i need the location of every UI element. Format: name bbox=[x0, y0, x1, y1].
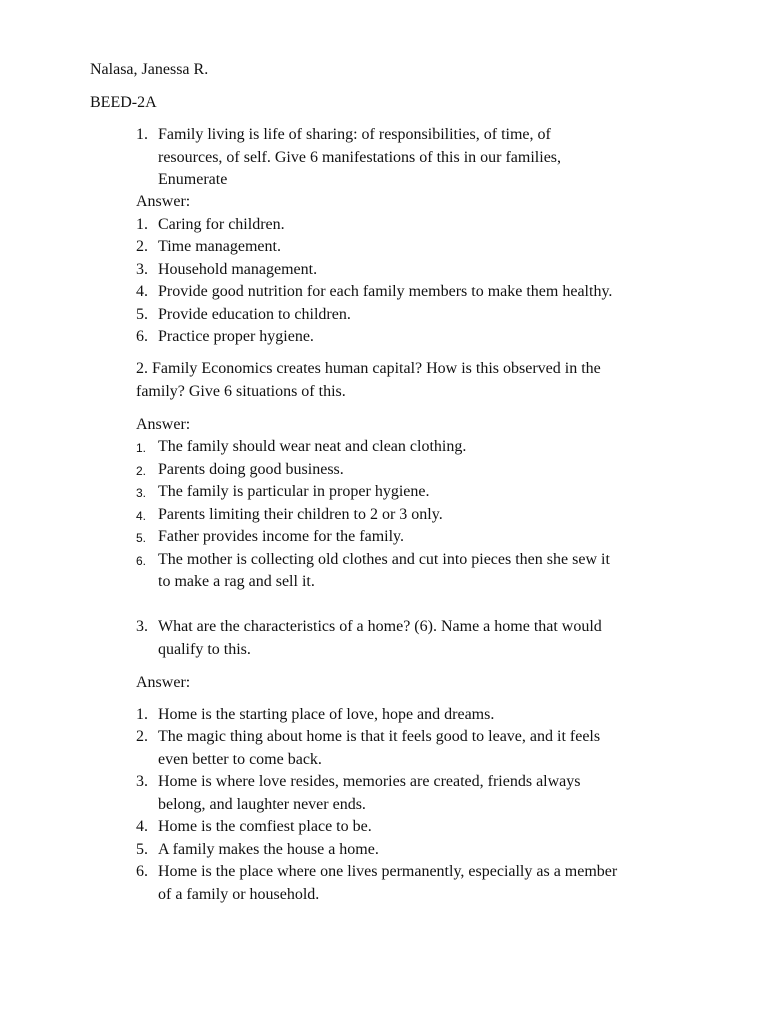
list-item-number: 2. bbox=[136, 464, 147, 478]
list-item-number: 1. bbox=[136, 216, 148, 233]
list-item-text: Parents doing good business. bbox=[158, 461, 344, 478]
list-item-text: Parents limiting their children to 2 or 3 only. bbox=[158, 506, 443, 523]
list-item-text: The magic thing about home is that it feels good to leave, and it feels bbox=[158, 728, 601, 745]
answer-label: Answer: bbox=[136, 674, 191, 691]
question-1-number: 1. bbox=[136, 126, 148, 143]
list-item-number: 2. bbox=[136, 728, 148, 745]
list-item-number: 4. bbox=[136, 509, 147, 523]
list-item-number: 5. bbox=[136, 306, 148, 323]
list-item-text: The family is particular in proper hygiene. bbox=[158, 483, 430, 500]
list-item-number: 4. bbox=[136, 283, 148, 300]
list-item-text: Household management. bbox=[158, 261, 318, 278]
list-item-text: Provide education to children. bbox=[158, 306, 351, 323]
list-item-number: 3. bbox=[136, 261, 148, 278]
question-1-text-line: resources, of self. Give 6 manifestations of this in our families, bbox=[158, 149, 562, 166]
list-item-text-continued: to make a rag and sell it. bbox=[158, 573, 315, 590]
question-1-text-line: Family living is life of sharing: of responsibilities, of time, of bbox=[158, 126, 551, 143]
list-item-number: 5. bbox=[136, 841, 148, 858]
list-item-number: 6. bbox=[136, 328, 148, 345]
list-item-text: A family makes the house a home. bbox=[158, 841, 379, 858]
list-item-text: Practice proper hygiene. bbox=[158, 328, 314, 345]
question-2-text-line: family? Give 6 situations of this. bbox=[136, 383, 346, 400]
list-item-number: 2. bbox=[136, 238, 148, 255]
list-item-number: 4. bbox=[136, 818, 148, 835]
class-section: BEED-2A bbox=[90, 94, 157, 111]
list-item-text: Home is the place where one lives permanently, especially as a member bbox=[158, 863, 618, 880]
list-item-number: 6. bbox=[136, 554, 147, 568]
answer-label: Answer: bbox=[136, 416, 191, 433]
answer-label: Answer: bbox=[136, 193, 191, 210]
list-item-text: Home is the comfiest place to be. bbox=[158, 818, 372, 835]
question-3-number: 3. bbox=[136, 618, 148, 635]
question-3-text-line: What are the characteristics of a home? (6). Name a home that would bbox=[158, 618, 602, 635]
list-item-text: Father provides income for the family. bbox=[158, 528, 404, 545]
list-item-text: Time management. bbox=[158, 238, 281, 255]
list-item-number: 3. bbox=[136, 486, 147, 500]
list-item-text-continued: belong, and laughter never ends. bbox=[158, 796, 366, 813]
list-item-text: Provide good nutrition for each family members to make them healthy. bbox=[158, 283, 613, 300]
list-item-number: 1. bbox=[136, 706, 148, 723]
list-item-text: Home is where love resides, memories are created, friends always bbox=[158, 773, 581, 790]
list-item-text: Caring for children. bbox=[158, 216, 285, 233]
list-item-text: Home is the starting place of love, hope and dreams. bbox=[158, 706, 495, 723]
question-2-text-line: 2. Family Economics creates human capital? How is this observed in the bbox=[136, 360, 601, 377]
list-item-number: 5. bbox=[136, 531, 147, 545]
list-item-number: 1. bbox=[136, 441, 147, 455]
list-item-number: 6. bbox=[136, 863, 148, 880]
list-item-number: 3. bbox=[136, 773, 148, 790]
list-item-text-continued: even better to come back. bbox=[158, 751, 322, 768]
question-3-text-line: qualify to this. bbox=[158, 641, 251, 658]
list-item-text-continued: of a family or household. bbox=[158, 886, 320, 903]
list-item-text: The family should wear neat and clean clothing. bbox=[158, 438, 467, 455]
student-name: Nalasa, Janessa R. bbox=[90, 61, 209, 78]
question-1-text-line: Enumerate bbox=[158, 171, 228, 188]
list-item-text: The mother is collecting old clothes and cut into pieces then she sew it bbox=[158, 551, 610, 568]
